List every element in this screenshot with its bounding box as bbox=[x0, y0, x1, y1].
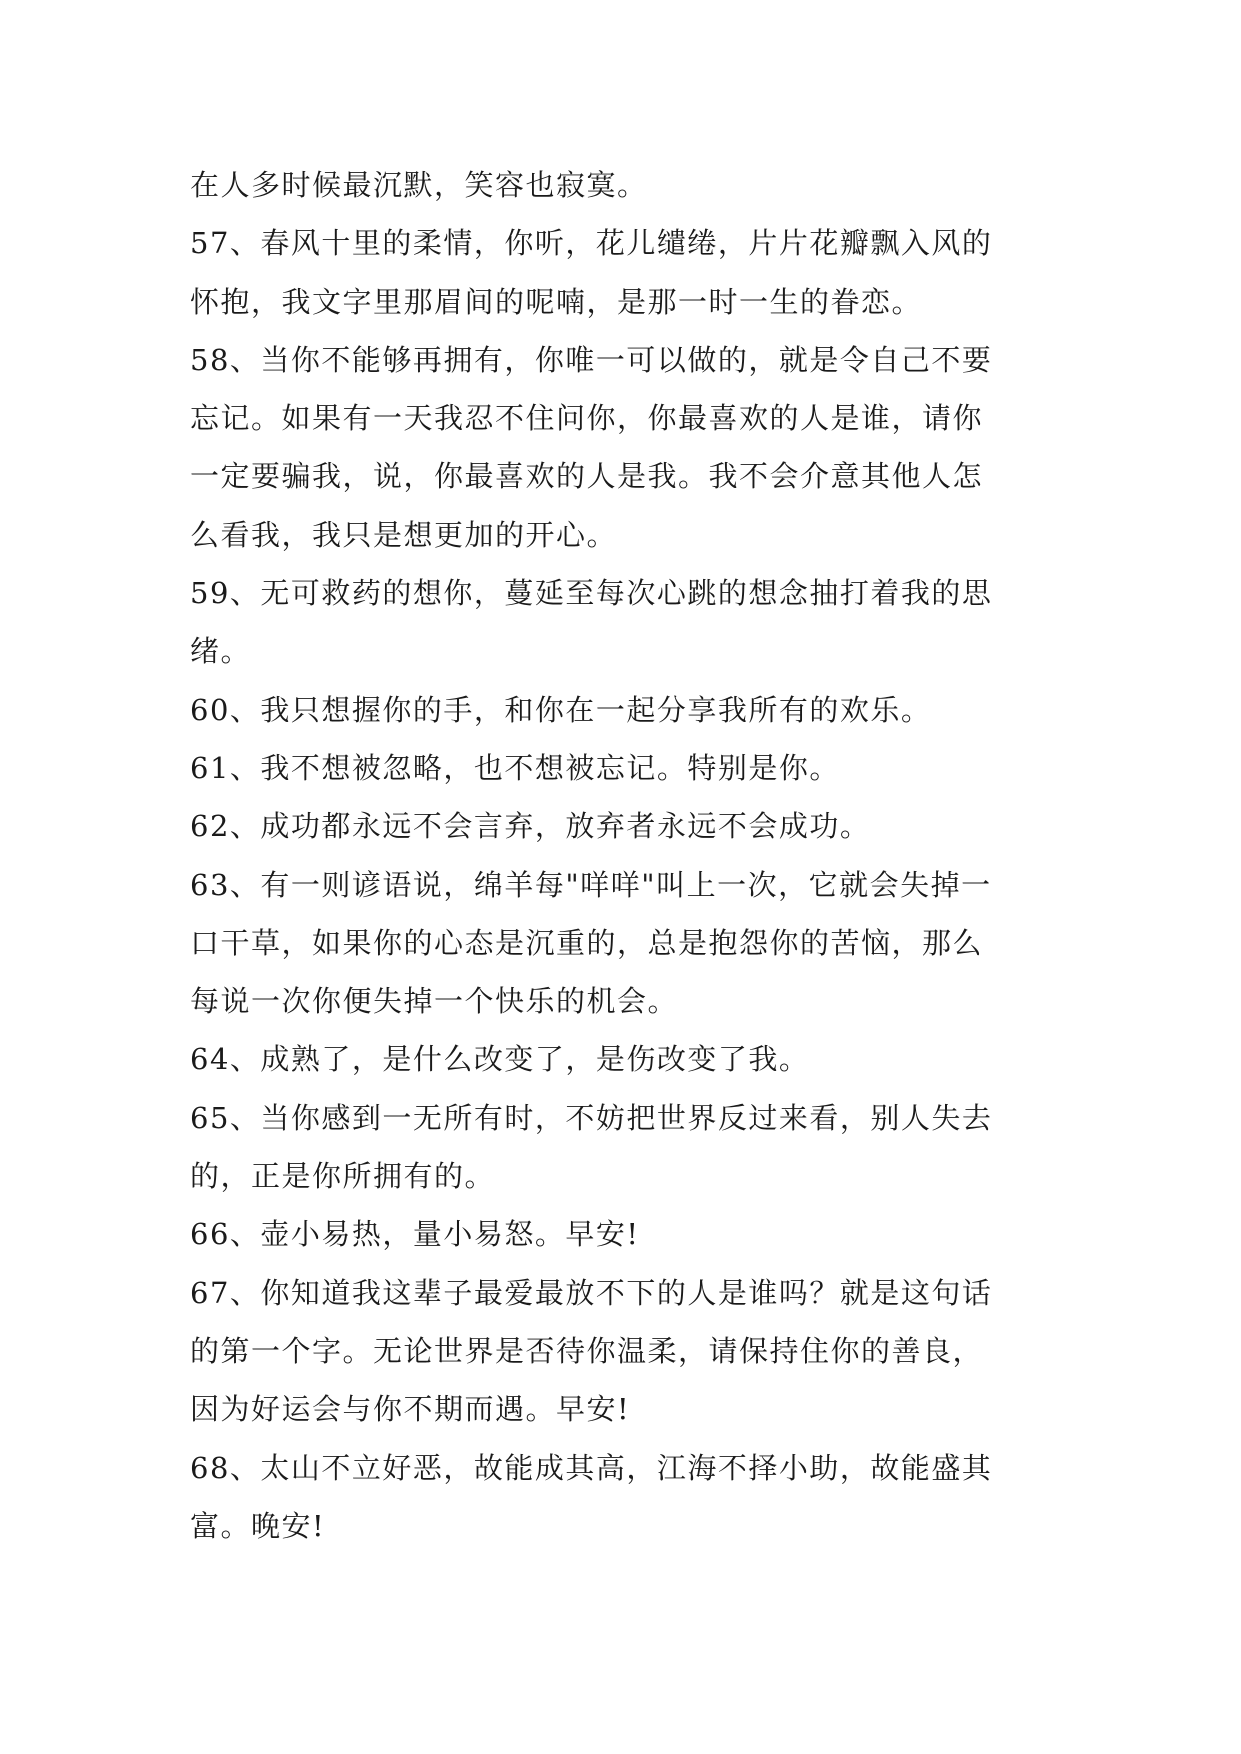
document-text-body bbox=[190, 156, 1060, 1555]
text-line: 60、我只想握你的手，和你在一起分享我所有的欢乐。 bbox=[190, 692, 932, 727]
text-line: 因为好运会与你不期而遇。早安! bbox=[190, 1392, 631, 1427]
text-line: 的，正是你所拥有的。 bbox=[190, 1159, 496, 1194]
text-line: 61、我不想被忽略，也不想被忘记。特别是你。 bbox=[190, 750, 840, 785]
text-line: 58、当你不能够再拥有，你唯一可以做的，就是令自己不要 bbox=[190, 342, 993, 377]
text-line: 68、太山不立好恶，故能成其高，江海不择小助，故能盛其 bbox=[190, 1450, 993, 1485]
text-line: 67、你知道我这辈子最爱最放不下的人是谁吗？就是这句话 bbox=[190, 1275, 993, 1310]
text-line: 64、成熟了，是什么改变了，是伤改变了我。 bbox=[190, 1042, 810, 1077]
text-line: 一定要骗我，说，你最喜欢的人是我。我不会介意其他人怎 bbox=[190, 459, 984, 494]
text-line: 口干草，如果你的心态是沉重的，总是抱怨你的苦恼，那么 bbox=[190, 925, 984, 960]
text-line: 57、春风十里的柔情，你听，花儿缱绻，片片花瓣飘入风的 bbox=[190, 226, 993, 261]
text-line: 怀抱，我文字里那眉间的呢喃，是那一时一生的眷恋。 bbox=[190, 284, 923, 319]
text-line: 62、成功都永远不会言弃，放弃者永远不会成功。 bbox=[190, 809, 871, 844]
text-line: 65、当你感到一无所有时，不妨把世界反过来看，别人失去 bbox=[190, 1100, 993, 1135]
text-line: 么看我，我只是想更加的开心。 bbox=[190, 517, 618, 552]
text-line: 在人多时候最沉默，笑容也寂寞。 bbox=[190, 168, 648, 202]
text-line: 66、壶小易热，量小易怒。早安! bbox=[190, 1217, 640, 1252]
text-line: 富。晚安! bbox=[190, 1508, 326, 1543]
text-line: 的第一个字。无论世界是否待你温柔，请保持住你的善良， bbox=[190, 1333, 984, 1368]
text-line: 63、有一则谚语说，绵羊每"咩咩"叫上一次，它就会失掉一 bbox=[190, 867, 992, 902]
text-line: 59、无可救药的想你，蔓延至每次心跳的想念抽打着我的思 bbox=[190, 576, 993, 611]
text-line: 每说一次你便失掉一个快乐的机会。 bbox=[190, 984, 679, 1019]
text-line: 绪。 bbox=[190, 634, 252, 669]
text-line: 忘记。如果有一天我忍不住问你，你最喜欢的人是谁，请你 bbox=[190, 401, 984, 436]
